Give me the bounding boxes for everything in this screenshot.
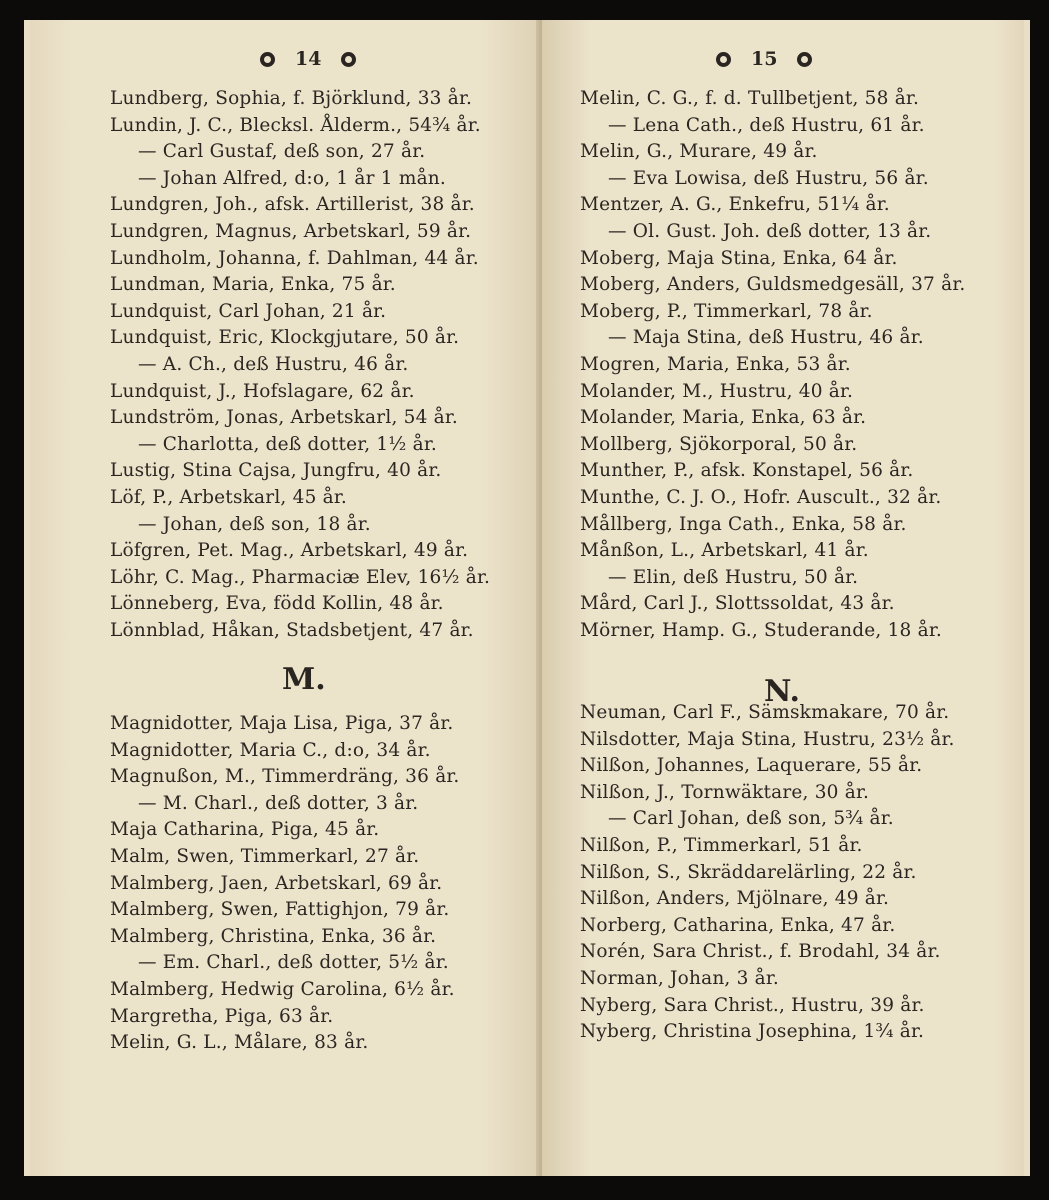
register-entry: — Carl Gustaf, deß son, 27 år. [138,141,426,163]
register-entry: — Johan, deß son, 18 år. [138,513,371,535]
page-number: 15 [751,48,778,70]
register-entry: Norman, Johan, 3 år. [580,967,779,989]
rosette-ornament-icon [716,52,731,67]
register-entry: Norberg, Catharina, Enka, 47 år. [580,914,896,936]
register-entry: Margretha, Piga, 63 år. [110,1005,334,1027]
register-entry: — A. Ch., deß Hustru, 46 år. [138,353,409,375]
register-entry: Lundquist, Carl Johan, 21 år. [110,300,387,322]
register-entry: Månßon, L., Arbetskarl, 41 år. [580,540,869,562]
register-entry: Moberg, Maja Stina, Enka, 64 år. [580,247,898,269]
register-entry: Munthe, C. J. O., Hofr. Auscult., 32 år. [580,486,942,508]
register-entry: — M. Charl., deß dotter, 3 år. [138,792,419,814]
register-entry: Magnidotter, Maja Lisa, Piga, 37 år. [110,713,454,734]
register-entry: Nilßon, Anders, Mjölnare, 49 år. [580,888,890,910]
rosette-ornament-icon [341,52,356,67]
register-entry: — Eva Lowisa, deß Hustru, 56 år. [608,167,929,189]
register-entry: Lundberg, Sophia, f. Björklund, 33 år. [110,88,473,109]
register-entry: Melin, C. G., f. d. Tullbetjent, 58 år. [580,88,920,109]
section-heading: M. [282,662,326,697]
register-entry: Lundgren, Joh., afsk. Artillerist, 38 år. [110,194,475,216]
register-entry: Norén, Sara Christ., f. Brodahl, 34 år. [580,941,941,963]
entries-list [580,700,955,1046]
register-entry: Lustig, Stina Cajsa, Jungfru, 40 år. [110,460,442,482]
right-page [542,20,1024,1176]
register-entry: Mörner, Hamp. G., Studerande, 18 år. [580,619,942,641]
register-entry: Nilßon, S., Skräddarelärling, 22 år. [580,861,917,883]
register-entry: Nilßon, P., Timmerkarl, 51 år. [580,834,863,856]
rosette-ornament-icon [797,52,812,67]
register-entry: Löfgren, Pet. Mag., Arbetskarl, 49 år. [110,540,469,562]
register-entry: Nilsdotter, Maja Stina, Hustru, 23½ år. [580,728,955,750]
register-entry: Lönneberg, Eva, född Kollin, 48 år. [110,593,444,615]
register-entry: Malm, Swen, Timmerkarl, 27 år. [110,845,420,867]
register-entry: — Lena Cath., deß Hustru, 61 år. [608,114,925,136]
entries-list [110,86,490,644]
register-entry: Mogren, Maria, Enka, 53 år. [580,353,851,375]
left-page [30,20,542,1176]
register-entry: Lundholm, Johanna, f. Dahlman, 44 år. [110,247,479,269]
register-entry: — Johan Alfred, d:o, 1 år 1 mån. [138,167,446,189]
register-entry: Malmberg, Swen, Fattighjon, 79 år. [110,899,450,921]
register-entry: Lundgren, Magnus, Arbetskarl, 59 år. [110,220,472,242]
register-entry: Munther, P., afsk. Konstapel, 56 år. [580,460,914,482]
register-entry: Melin, G. L., Målare, 83 år. [110,1032,369,1054]
register-entry: — Carl Johan, deß son, 5¾ år. [608,808,894,830]
register-entry: Mård, Carl J., Slottssoldat, 43 år. [580,593,895,615]
rosette-ornament-icon [260,52,275,67]
register-entry: Lönnblad, Håkan, Stadsbetjent, 47 år. [110,619,474,641]
register-entry: Lundström, Jonas, Arbetskarl, 54 år. [110,407,458,429]
register-entry: — Elin, deß Hustru, 50 år. [608,566,859,588]
register-entry: Maja Catharina, Piga, 45 år. [110,819,380,841]
register-entry: Molander, Maria, Enka, 63 år. [580,407,867,429]
register-entry: Löhr, C. Mag., Pharmaciæ Elev, 16½ år. [110,566,491,588]
register-entry: Molander, M., Hustru, 40 år. [580,380,854,402]
register-entry: Malmberg, Hedwig Carolina, 6½ år. [110,978,455,1000]
register-entry: Malmberg, Jaen, Arbetskarl, 69 år. [110,872,443,894]
section-heading: N. [764,674,800,709]
register-entry: Melin, G., Murare, 49 år. [580,141,818,163]
register-entry: Löf, P., Arbetskarl, 45 år. [110,486,347,508]
register-entry: Moberg, P., Timmerkarl, 78 år. [580,300,873,322]
register-entry: Magnußon, M., Timmerdräng, 36 år. [110,766,460,788]
register-entry: — Maja Stina, deß Hustru, 46 år. [608,327,924,349]
register-entry: Neuman, Carl F., Sämskmakare, 70 år. [580,702,950,723]
register-entry: Lundman, Maria, Enka, 75 år. [110,274,396,296]
register-entry: Nyberg, Sara Christ., Hustru, 39 år. [580,994,925,1016]
register-entry: Mollberg, Sjökorporal, 50 år. [580,433,858,455]
register-entry: Lundquist, J., Hofslagare, 62 år. [110,380,415,402]
register-entry: Mållberg, Inga Cath., Enka, 58 år. [580,513,907,535]
page-header [716,48,812,70]
register-entry: Nilßon, Johannes, Laquerare, 55 år. [580,755,923,777]
entries-list [110,711,460,1057]
register-entry: — Em. Charl., deß dotter, 5½ år. [138,952,449,974]
register-entry: Mentzer, A. G., Enkefru, 51¼ år. [580,194,890,216]
register-entry: Nilßon, J., Tornwäktare, 30 år. [580,781,870,803]
register-entry: Magnidotter, Maria C., d:o, 34 år. [110,739,431,761]
register-entry: — Charlotta, deß dotter, 1½ år. [138,433,437,455]
register-entry: Malmberg, Christina, Enka, 36 år. [110,925,437,947]
entries-list [580,86,965,644]
register-entry: Moberg, Anders, Guldsmedgesäll, 37 år. [580,274,966,296]
register-entry: Lundquist, Eric, Klockgjutare, 50 år. [110,327,460,349]
register-entry: Nyberg, Christina Josephina, 1¾ år. [580,1021,925,1043]
register-entry: Lundin, J. C., Blecksl. Ålderm., 54¾ år. [110,114,481,136]
page-header [260,48,356,70]
book-spread [24,20,1030,1176]
page-number: 14 [295,48,322,70]
register-entry: — Ol. Gust. Joh. deß dotter, 13 år. [608,220,932,242]
